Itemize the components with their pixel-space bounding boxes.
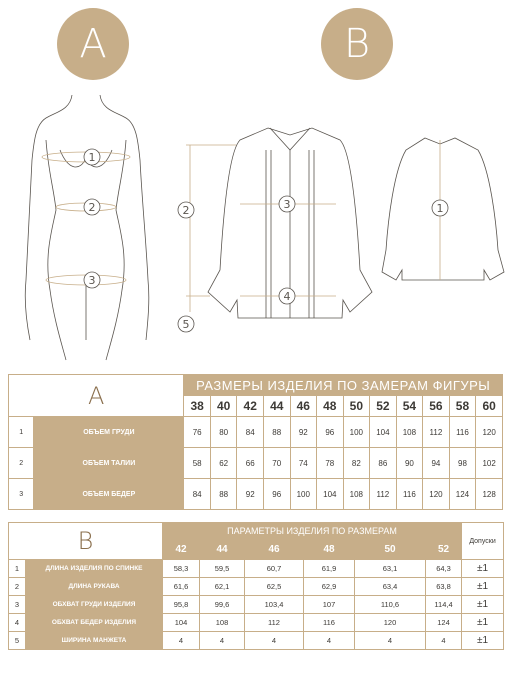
table-cell: 4 <box>355 632 426 650</box>
table-cell: 108 <box>343 479 370 510</box>
table-cell: 74 <box>290 448 317 479</box>
table-cell: 80 <box>210 417 237 448</box>
row-number: 3 <box>9 479 34 510</box>
table-a-letter: A <box>9 375 184 417</box>
table-a-size-header: 60 <box>476 396 503 417</box>
table-cell: 124 <box>426 614 462 632</box>
table-cell: 4 <box>200 632 245 650</box>
row-label: ДЛИНА РУКАВА <box>26 578 163 596</box>
table-cell: 62 <box>210 448 237 479</box>
row-number: 4 <box>9 614 26 632</box>
table-cell: 64,3 <box>426 560 462 578</box>
table-cell: 120 <box>476 417 503 448</box>
size-table-b <box>8 522 504 650</box>
marker-3-shirt <box>279 196 295 212</box>
table-row <box>9 417 503 448</box>
table-b-size-header: 48 <box>304 540 355 560</box>
table-cell: 95,8 <box>163 596 200 614</box>
table-row <box>9 560 504 578</box>
tolerance-cell: ±1 <box>462 614 504 632</box>
table-cell: 70 <box>263 448 290 479</box>
marker-3-body <box>84 272 100 288</box>
table-cell: 104 <box>317 479 344 510</box>
table-b-letter: B <box>9 523 163 560</box>
body-figure-outline <box>25 95 149 360</box>
row-label: ОБЪЕМ БЕДЕР <box>34 479 184 510</box>
table-cell: 94 <box>423 448 450 479</box>
table-cell: 128 <box>476 479 503 510</box>
svg-text:4: 4 <box>283 290 291 303</box>
table-b-size-header: 52 <box>426 540 462 560</box>
table-cell: 58 <box>184 448 211 479</box>
table-b-title: ПАРАМЕТРЫ ИЗДЕЛИЯ ПО РАЗМЕРАМ <box>163 523 462 540</box>
table-a-size-header: 44 <box>263 396 290 417</box>
table-a-size-header: 40 <box>210 396 237 417</box>
table-cell: 124 <box>449 479 476 510</box>
table-cell: 84 <box>184 479 211 510</box>
table-cell: 116 <box>396 479 423 510</box>
svg-text:5: 5 <box>182 318 190 331</box>
table-a-size-header: 50 <box>343 396 370 417</box>
tolerance-cell: ±1 <box>462 560 504 578</box>
table-a-size-header: 54 <box>396 396 423 417</box>
table-cell: 58,3 <box>163 560 200 578</box>
table-cell: 100 <box>290 479 317 510</box>
tolerance-cell: ±1 <box>462 578 504 596</box>
row-label: ДЛИНА ИЗДЕЛИЯ ПО СПИНКЕ <box>26 560 163 578</box>
row-number: 1 <box>9 417 34 448</box>
table-cell: 90 <box>396 448 423 479</box>
svg-text:2: 2 <box>182 204 190 217</box>
table-cell: 63,1 <box>355 560 426 578</box>
table-cell: 66 <box>237 448 264 479</box>
table-b-size-header: 44 <box>200 540 245 560</box>
table-a-size-header: 42 <box>237 396 264 417</box>
table-cell: 116 <box>304 614 355 632</box>
table-cell: 110,6 <box>355 596 426 614</box>
row-label: ОБХВАТ БЕДЕР ИЗДЕЛИЯ <box>26 614 163 632</box>
table-b-size-header: 42 <box>163 540 200 560</box>
table-cell: 104 <box>370 417 397 448</box>
table-row <box>9 448 503 479</box>
table-cell: 103,4 <box>245 596 304 614</box>
table-cell: 60,7 <box>245 560 304 578</box>
table-cell: 78 <box>317 448 344 479</box>
table-cell: 99,6 <box>200 596 245 614</box>
table-cell: 112 <box>245 614 304 632</box>
table-cell: 92 <box>290 417 317 448</box>
table-row <box>9 632 504 650</box>
table-cell: 98 <box>449 448 476 479</box>
table-cell: 112 <box>370 479 397 510</box>
row-label: ОБХВАТ ГРУДИ ИЗДЕЛИЯ <box>26 596 163 614</box>
table-cell: 88 <box>210 479 237 510</box>
table-cell: 120 <box>423 479 450 510</box>
table-row <box>9 479 503 510</box>
marker-4-shirt <box>279 288 295 304</box>
tolerance-cell: ±1 <box>462 596 504 614</box>
svg-text:3: 3 <box>283 198 291 211</box>
table-cell: 120 <box>355 614 426 632</box>
table-cell: 96 <box>317 417 344 448</box>
table-cell: 62,1 <box>200 578 245 596</box>
row-label: ОБЪЕМ ГРУДИ <box>34 417 184 448</box>
table-cell: 4 <box>304 632 355 650</box>
row-number: 2 <box>9 448 34 479</box>
table-cell: 61,9 <box>304 560 355 578</box>
tolerance-cell: ±1 <box>462 632 504 650</box>
table-a-size-header: 52 <box>370 396 397 417</box>
table-a-size-header: 58 <box>449 396 476 417</box>
label-a: A <box>79 21 107 67</box>
table-cell: 96 <box>263 479 290 510</box>
svg-text:1: 1 <box>88 151 96 164</box>
table-cell: 62,9 <box>304 578 355 596</box>
shirt-measure-lines <box>186 140 440 312</box>
table-cell: 4 <box>245 632 304 650</box>
marker-1-body <box>84 149 100 165</box>
size-table-a <box>8 374 503 510</box>
table-cell: 92 <box>237 479 264 510</box>
table-cell: 4 <box>163 632 200 650</box>
table-b-tolerance-header: Допуски <box>462 523 504 560</box>
table-row <box>9 614 504 632</box>
table-cell: 112 <box>423 417 450 448</box>
row-label: ОБЪЕМ ТАЛИИ <box>34 448 184 479</box>
table-cell: 59,5 <box>200 560 245 578</box>
table-cell: 114,4 <box>426 596 462 614</box>
table-cell: 108 <box>200 614 245 632</box>
marker-1-shirt-back <box>432 200 448 216</box>
table-cell: 61,6 <box>163 578 200 596</box>
table-cell: 63,4 <box>355 578 426 596</box>
table-a-size-header: 46 <box>290 396 317 417</box>
table-a-title: РАЗМЕРЫ ИЗДЕЛИЯ ПО ЗАМЕРАМ ФИГУРЫ <box>184 375 503 396</box>
row-number: 2 <box>9 578 26 596</box>
table-b-size-header: 46 <box>245 540 304 560</box>
table-cell: 84 <box>237 417 264 448</box>
table-cell: 82 <box>343 448 370 479</box>
table-a-size-header: 38 <box>184 396 211 417</box>
table-cell: 86 <box>370 448 397 479</box>
table-a-size-header: 48 <box>317 396 344 417</box>
table-cell: 108 <box>396 417 423 448</box>
marker-2-shirt <box>178 202 194 218</box>
row-label: ШИРИНА МАНЖЕТА <box>26 632 163 650</box>
row-number: 3 <box>9 596 26 614</box>
table-b-size-header: 50 <box>355 540 426 560</box>
table-cell: 107 <box>304 596 355 614</box>
svg-text:1: 1 <box>436 202 444 215</box>
table-row <box>9 596 504 614</box>
table-cell: 102 <box>476 448 503 479</box>
marker-5-shirt <box>178 316 194 332</box>
svg-text:3: 3 <box>88 274 96 287</box>
table-cell: 4 <box>426 632 462 650</box>
label-b: B <box>343 21 371 67</box>
table-cell: 104 <box>163 614 200 632</box>
table-cell: 100 <box>343 417 370 448</box>
table-cell: 88 <box>263 417 290 448</box>
row-number: 5 <box>9 632 26 650</box>
table-a-size-header: 56 <box>423 396 450 417</box>
table-cell: 116 <box>449 417 476 448</box>
table-row <box>9 578 504 596</box>
body-measure-lines <box>42 152 130 285</box>
svg-text:2: 2 <box>88 201 96 214</box>
table-cell: 62,5 <box>245 578 304 596</box>
marker-2-body <box>84 199 100 215</box>
table-cell: 63,8 <box>426 578 462 596</box>
row-number: 1 <box>9 560 26 578</box>
table-cell: 76 <box>184 417 211 448</box>
